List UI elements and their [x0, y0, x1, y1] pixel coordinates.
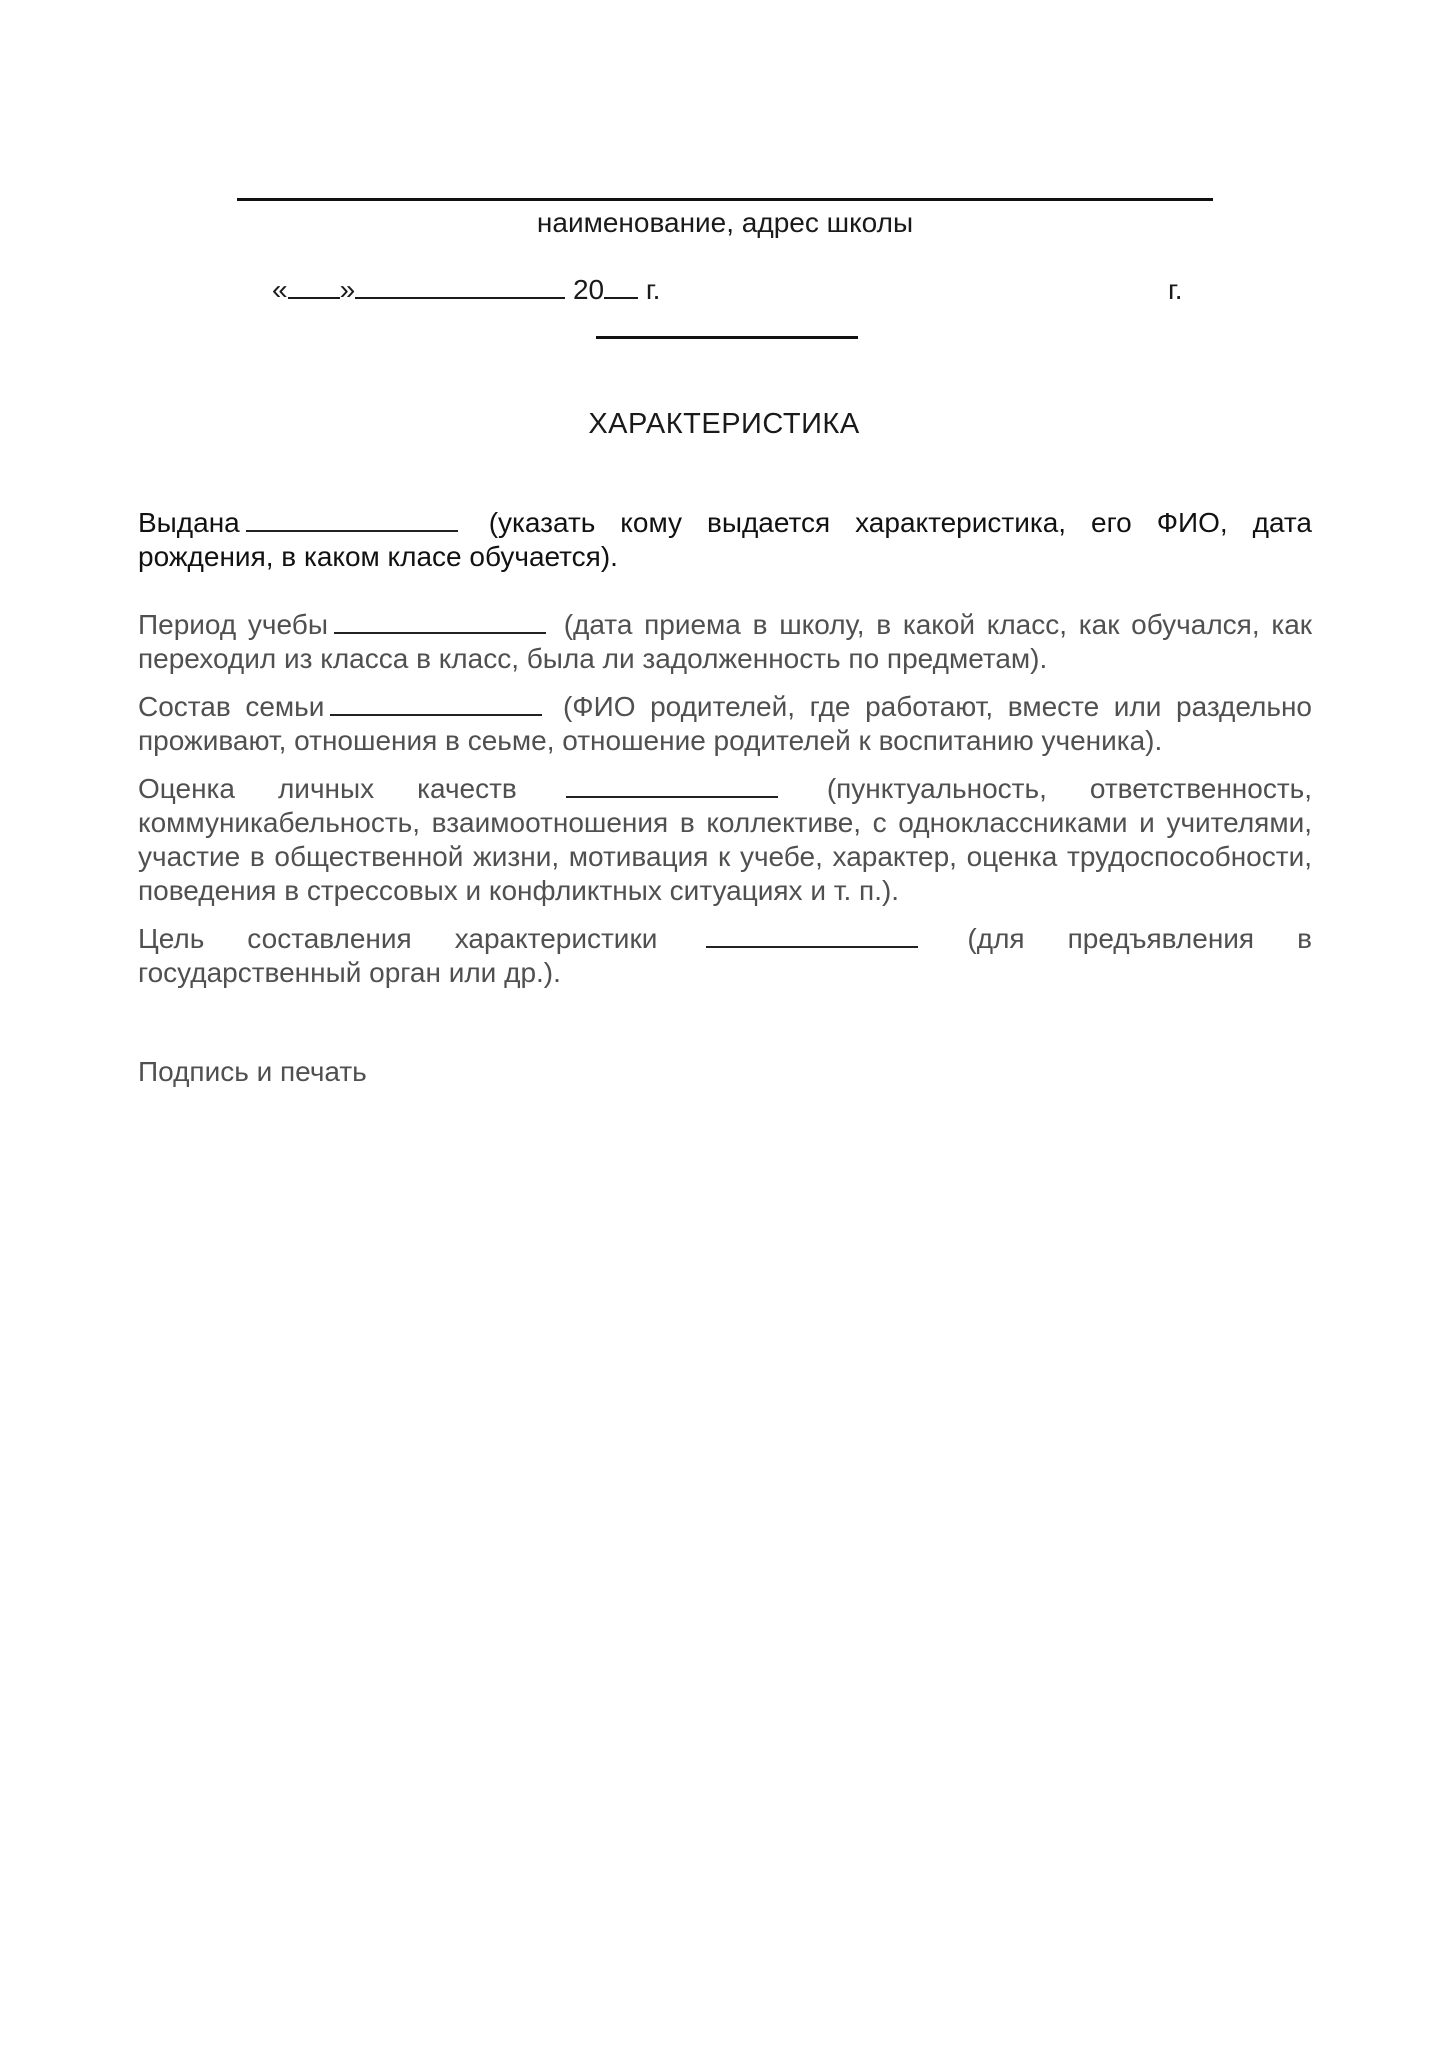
paragraph-study-period	[138, 608, 1312, 676]
fill-in-blank	[566, 774, 778, 798]
paragraph-note: (пунктуальность, ответственность, коммуникабельность, взаимоотношения в коллективе, с одноклассниками и учителями, участие в общественной жизни, мотивация к учебе, характер, оценка трудоспособности, поведения в стрессовых и конфликтных ситуациях и т. п.).	[138, 773, 1313, 906]
paragraph-note: (указать кому выдается характеристика, его ФИО, дата рождения, в каком класе обучается).	[138, 507, 1312, 572]
fill-in-blank	[706, 924, 918, 948]
document-title: ХАРАКТЕРИСТИКА	[588, 408, 860, 440]
city-blank-line	[596, 336, 858, 339]
date-close-quote: »	[339, 274, 356, 305]
date-field	[272, 270, 660, 310]
paragraph-label: Состав семьи	[138, 691, 325, 722]
date-open-quote: «	[272, 274, 288, 305]
month-blank	[355, 275, 565, 299]
paragraph-label: Оценка личных качеств	[138, 773, 517, 804]
year-suffix: г.	[645, 274, 661, 305]
fill-in-blank	[330, 692, 542, 716]
paragraph-label: Период учебы	[138, 609, 328, 640]
signature-label: Подпись и печать	[138, 1056, 367, 1087]
document-body	[138, 506, 1312, 1004]
paragraph-note: (дата приема в школу, в какой класс, как обучался, как переходил из класса в класс, была ли задолженность по предметам).	[138, 609, 1313, 674]
fill-in-blank	[246, 508, 458, 532]
paragraph-label: Выдана	[138, 507, 240, 538]
school-name-caption: наименование, адрес школы	[536, 207, 914, 238]
day-blank	[288, 275, 340, 299]
paragraph-note: (ФИО родителей, где работают, вместе или раздельно проживают, отношения в сеьме, отношение родителей к воспитанию ученика).	[138, 691, 1312, 756]
paragraph-personal-qualities	[138, 772, 1312, 908]
paragraph-family	[138, 690, 1312, 758]
paragraph-purpose	[138, 922, 1312, 990]
year-blank	[604, 275, 638, 299]
paragraph-issued-to	[138, 506, 1312, 574]
paragraph-note: (для предъявления в государственный орган или др.).	[138, 923, 1312, 988]
year-prefix: 20	[572, 274, 605, 305]
paragraph-label: Цель составления характеристики	[138, 923, 658, 954]
city-suffix: г.	[1168, 274, 1183, 305]
fill-in-blank	[334, 610, 546, 634]
school-name-line	[237, 198, 1213, 201]
